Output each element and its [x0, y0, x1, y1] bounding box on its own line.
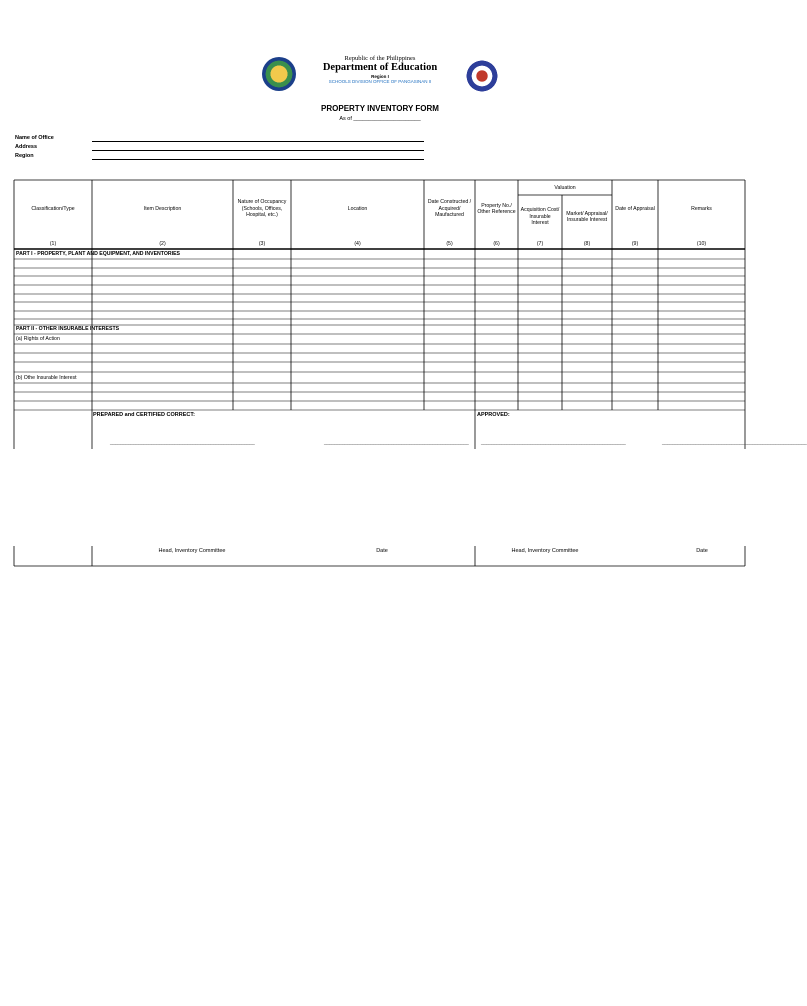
department-heading: Department of Education — [322, 62, 438, 73]
prepared-label: PREPARED and CERTIFIED CORRECT: — [93, 412, 195, 418]
sdo-seal-logo — [262, 57, 296, 91]
as-of-line: As of ______________________ — [339, 116, 421, 122]
col-number-7: (7) — [536, 241, 544, 247]
col-number-4: (4) — [354, 241, 361, 247]
part2-label: PART II - OTHER INSURABLE INTERESTS — [16, 326, 120, 332]
division-heading: SCHOOLS DIVISION OFFICE OF PANGASINAN II — [328, 79, 432, 84]
prepared-date-line[interactable]: ________________________________________________________ — [324, 440, 469, 446]
col-number-1: (1) — [49, 241, 57, 247]
col-number-5: (5) — [446, 241, 453, 247]
date-left-label: Date — [376, 548, 388, 554]
head-committee-right-label: Head, Inventory Committee — [511, 548, 579, 554]
republic-heading: Republic of the Philippines — [344, 55, 416, 62]
approved-label: APPROVED: — [477, 412, 510, 418]
part1-label: PART I - PROPERTY, PLANT AND EQUIPMENT, AND INVENTORIES — [16, 251, 180, 257]
name-of-office-label: Name of Office — [15, 135, 54, 141]
col-number-3: (3) — [258, 241, 266, 247]
region-label: Region — [15, 153, 34, 159]
col-header-nature-of-occupancy: Nature of Occupancy (Schools, Offices, Hospital, etc.) — [237, 199, 287, 219]
prepared-signature-line[interactable]: ________________________________________________________ — [110, 440, 255, 446]
col-number-10: (10) — [696, 241, 707, 247]
col-header-market-appraisal: Market/ Appraisal/ Insurable Interest — [566, 210, 608, 223]
approved-date-line[interactable]: ________________________________________________________ — [662, 440, 807, 446]
col-header-location: Location — [347, 205, 368, 212]
address-label: Address — [15, 144, 38, 150]
rights-of-action-label: (a) Rights of Action — [16, 336, 60, 342]
address-field[interactable] — [92, 150, 424, 151]
name-of-office-field[interactable] — [92, 141, 424, 142]
col-header-acquisition-cost: Acquisition Cost/ Insurable Interest — [520, 207, 560, 227]
region-field[interactable] — [92, 159, 424, 160]
deped-seal-logo — [464, 58, 500, 94]
date-right-label: Date — [696, 548, 708, 554]
col-header-valuation: Valuation — [554, 184, 576, 191]
col-header-remarks: Remarks — [691, 205, 712, 212]
col-header-item-description: Item Description — [143, 205, 182, 212]
col-number-9: (9) — [631, 241, 639, 247]
head-committee-left-label: Head, Inventory Committee — [158, 548, 226, 554]
region-heading: Region I — [371, 74, 389, 79]
approved-signature-line[interactable]: ________________________________________________________ — [481, 440, 626, 446]
col-header-classification: Classification/Type — [31, 205, 75, 212]
col-header-date-of-appraisal: Date of Appraisal — [615, 205, 655, 212]
other-insurable-label: (b) Othe Insurable Interest — [16, 375, 77, 381]
col-number-2: (2) — [159, 241, 166, 247]
col-number-6: (6) — [493, 241, 500, 247]
col-number-8: (8) — [583, 241, 591, 247]
col-header-date-constructed: Date Constructed / Acquired/ Maufactured — [427, 199, 472, 219]
form-title: PROPERTY INVENTORY FORM — [321, 104, 439, 113]
col-header-property-no: Property No./ Other Reference — [477, 202, 516, 215]
